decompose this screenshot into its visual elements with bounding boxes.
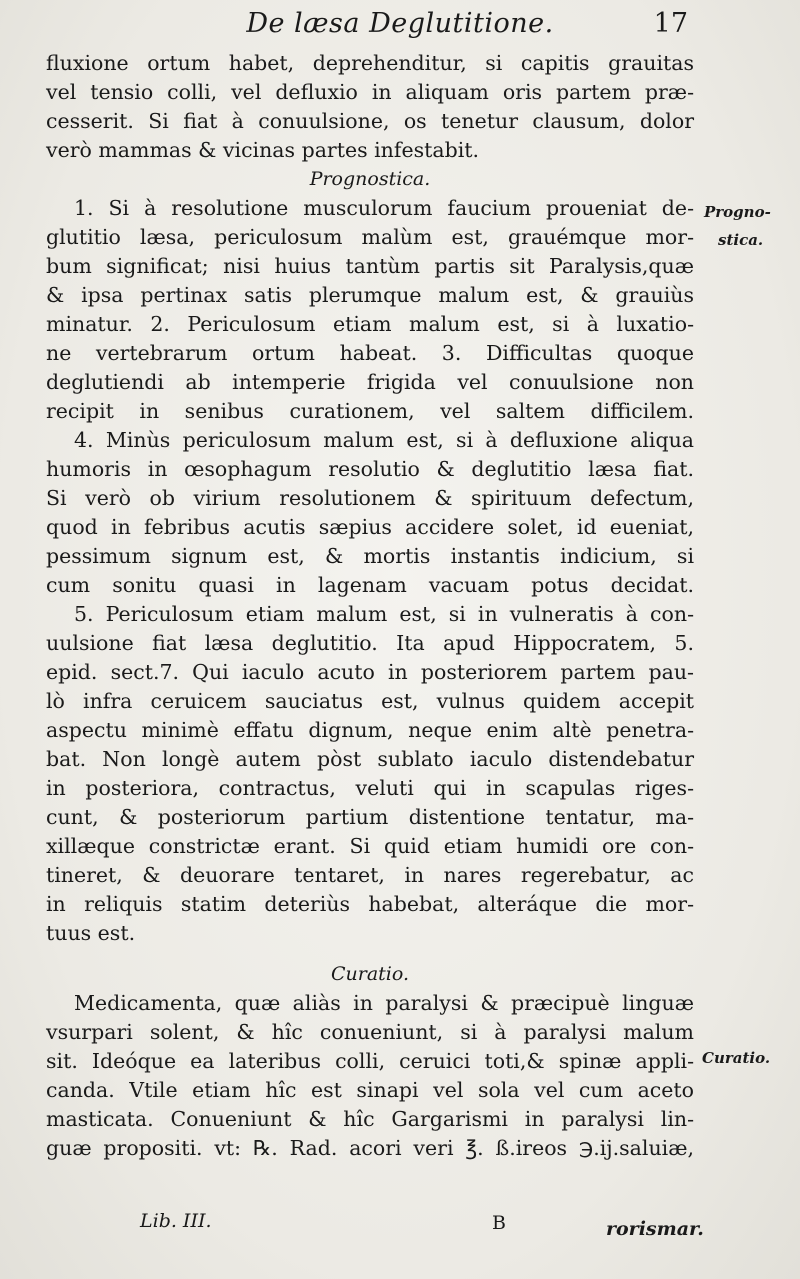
text-line: aspectu minimè effatu dignum, neque enim altè penetra- [46, 718, 694, 742]
signature-mark: Lib. III. [140, 1210, 212, 1232]
body-text [46, 49, 694, 1163]
text-line: lò infra ceruicem sauciatus est, vulnus quidem accepit [46, 689, 694, 713]
text-line: 1. Si à resolutione musculorum faucium proueniat de- [74, 196, 694, 220]
text-line: cum sonitu quasi in lagenam vacuam potus decidat. [46, 573, 694, 597]
text-line: ne vertebrarum ortum habeat. 3. Difficultas quoque [46, 341, 694, 365]
text-line: vsurpari solent, & hîc conueniunt, si à paralysi malum [46, 1020, 694, 1044]
text-line: guæ propositi. vt: ℞. Rad. acori veri ℥. ß.ireos ℈.ij.saluiæ, [46, 1136, 694, 1160]
text-line: Medicamenta, quæ aliàs in paralysi & præcipuè linguæ [74, 991, 694, 1015]
text-line: quod in febribus acutis sæpius accidere solet, id eueniat, [46, 515, 694, 539]
running-title: De læsa Deglutitione. [246, 8, 554, 39]
catchword: rorismar. [606, 1218, 704, 1240]
text-line: vel tensio colli, vel defluxio in aliquam oris partem præ- [46, 80, 694, 104]
section-heading-prognostica: Prognostica. [309, 168, 431, 190]
text-line: cunt, & posteriorum partium distentione tentatur, ma- [46, 805, 694, 829]
text-line: 5. Periculosum etiam malum est, si in vulneratis à con- [74, 602, 694, 626]
signature-letter: B [492, 1212, 506, 1234]
text-line: in reliquis statim deteriùs habebat, alteráque die mor- [46, 892, 694, 916]
page-header [0, 8, 800, 48]
text-line: fluxione ortum habet, deprehenditur, si capitis grauitas [46, 51, 694, 75]
text-line: canda. Vtile etiam hîc est sinapi vel sola vel cum aceto [46, 1078, 694, 1102]
margin-note-prognostica-2: stica. [718, 231, 764, 249]
section-heading-curatio: Curatio. [330, 963, 410, 985]
text-line: in posteriora, contractus, veluti qui in scapulas riges- [46, 776, 694, 800]
text-line: & ipsa pertinax satis plerumque malum est, & grauiùs [46, 283, 694, 307]
text-line: uulsione fiat læsa deglutitio. Ita apud Hippocratem, 5. [46, 631, 694, 655]
text-line: glutitio læsa, periculosum malùm est, grauémque mor- [46, 225, 694, 249]
text-line: sit. Ideóque ea lateribus colli, ceruici toti,& spinæ appli- [46, 1049, 694, 1073]
text-line: cesserit. Si fiat à conuulsione, os tenetur clausum, dolor [46, 109, 694, 133]
text-line: humoris in œsophagum resolutio & deglutitio læsa fiat. [46, 457, 694, 481]
margin-note-curatio: Curatio. [702, 1049, 771, 1067]
text-line: deglutiendi ab intemperie frigida vel conuulsione non [46, 370, 694, 394]
text-line: verò mammas & vicinas partes infestabit. [46, 138, 480, 162]
margin-note-prognostica-1: Progno- [704, 203, 771, 221]
text-line: masticata. Conueniunt & hîc Gargarismi in paralysi lin- [46, 1107, 694, 1131]
text-line: tineret, & deuorare tentaret, in nares regerebatur, ac [46, 863, 694, 887]
text-line: Si verò ob virium resolutionem & spirituum defectum, [46, 486, 694, 510]
text-line: pessimum signum est, & mortis instantis indicium, si [46, 544, 694, 568]
text-line: bum significat; nisi huius tantùm partis sit Paralysis,quæ [46, 254, 694, 278]
page-number: 17 [653, 8, 688, 39]
text-line: recipit in senibus curationem, vel saltem difficilem. [46, 399, 694, 423]
text-line: xillæque constrictæ erant. Si quid etiam humidi ore con- [46, 834, 694, 858]
text-line: epid. sect.7. Qui iaculo acuto in posteriorem partem pau- [46, 660, 694, 684]
section-gap [46, 948, 694, 960]
text-line: tuus est. [46, 921, 136, 945]
text-line: minatur. 2. Periculosum etiam malum est, si à luxatio- [46, 312, 694, 336]
text-line: 4. Minùs periculosum malum est, si à defluxione aliqua [74, 428, 694, 452]
text-line: bat. Non longè autem pòst sublato iaculo distendebatur [46, 747, 694, 771]
